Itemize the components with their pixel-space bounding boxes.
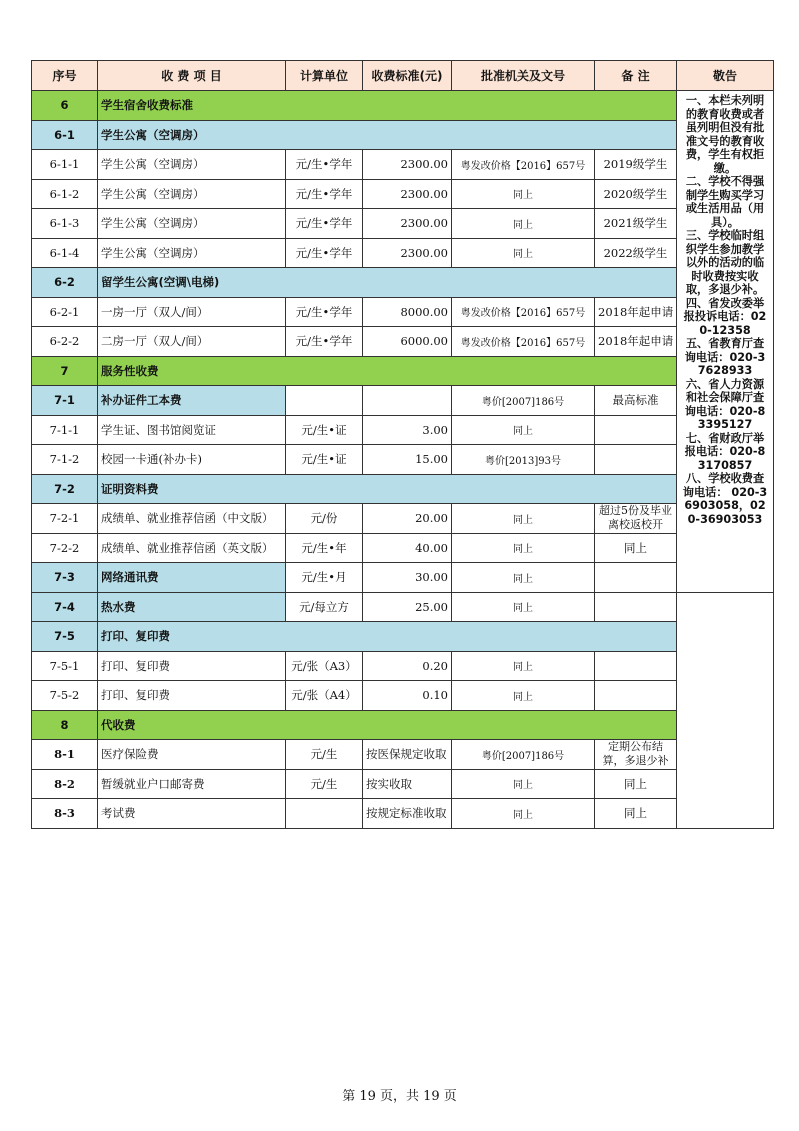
table-body <box>32 91 774 829</box>
table-row <box>32 327 774 357</box>
table-row <box>32 769 774 799</box>
header-fee: 收费标准(元) <box>363 61 452 91</box>
remark-cell: 最高标准 <box>595 386 677 416</box>
row-number: 8 <box>32 710 98 740</box>
fee-cell: 3.00 <box>363 415 452 445</box>
item-cell: 学生证、图书馆阅览证 <box>98 415 286 445</box>
table-row <box>32 740 774 770</box>
approval-cell: 同上 <box>452 415 595 445</box>
remark-cell: 定期公布结算，多退少补 <box>595 740 677 770</box>
fee-cell: 15.00 <box>363 445 452 475</box>
unit-cell: 元/生•学年 <box>286 327 363 357</box>
row-number: 6 <box>32 91 98 121</box>
row-number: 6-1-3 <box>32 209 98 239</box>
row-number: 8-3 <box>32 799 98 829</box>
notice-empty-cell <box>677 592 774 828</box>
fee-cell <box>363 386 452 416</box>
table-row <box>32 386 774 416</box>
row-number: 6-2-1 <box>32 297 98 327</box>
table-row <box>32 651 774 681</box>
fee-cell: 0.10 <box>363 681 452 711</box>
fee-cell: 8000.00 <box>363 297 452 327</box>
approval-cell: 同上 <box>452 238 595 268</box>
unit-cell: 元/生•证 <box>286 415 363 445</box>
section-title: 网络通讯费 <box>98 563 286 593</box>
row-number: 6-1-2 <box>32 179 98 209</box>
table-row <box>32 297 774 327</box>
notice-line: 八、学校收费查询电话： 020-36903058，020-36903053 <box>682 472 768 526</box>
approval-cell: 同上 <box>452 651 595 681</box>
item-cell: 成绩单、就业推荐信函（英文版） <box>98 533 286 563</box>
row-number: 7-4 <box>32 592 98 622</box>
header-no: 序号 <box>32 61 98 91</box>
remark-cell: 同上 <box>595 533 677 563</box>
unit-cell: 元/每立方 <box>286 592 363 622</box>
approval-cell: 粤价[2013]93号 <box>452 445 595 475</box>
fee-cell: 30.00 <box>363 563 452 593</box>
page-footer: 第 19 页，共 19 页 <box>342 1089 457 1104</box>
notice-line: 七、省财政厅举报电话：020-83170857 <box>684 431 766 472</box>
item-cell: 学生公寓（空调房） <box>98 150 286 180</box>
table-row <box>32 622 774 652</box>
remark-cell: 2021级学生 <box>595 209 677 239</box>
table-row <box>32 799 774 829</box>
approval-cell: 同上 <box>452 799 595 829</box>
table-row <box>32 563 774 593</box>
item-cell: 学生公寓（空调房） <box>98 238 286 268</box>
table-row <box>32 91 774 121</box>
notice-line: 三、学校临时组织学生参加教学以外的活动的临时收费按实收取，多退少补。 <box>685 229 765 296</box>
fee-cell: 按医保规定收取 <box>363 740 452 770</box>
item-cell: 暂缓就业户口邮寄费 <box>98 769 286 799</box>
row-number: 7-5-2 <box>32 681 98 711</box>
notice-line: 二、学校不得强制学生购买学习或生活用品（用具）。 <box>685 175 765 229</box>
fee-cell: 6000.00 <box>363 327 452 357</box>
section-title: 学生公寓（空调房） <box>98 120 677 150</box>
fee-cell: 2300.00 <box>363 238 452 268</box>
item-cell: 打印、复印费 <box>98 681 286 711</box>
unit-cell: 元/生•学年 <box>286 150 363 180</box>
approval-cell: 同上 <box>452 592 595 622</box>
unit-cell: 元/生 <box>286 740 363 770</box>
header-remark: 备 注 <box>595 61 677 91</box>
header-notice: 敬告 <box>677 61 774 91</box>
header-approval: 批准机关及文号 <box>452 61 595 91</box>
unit-cell: 元/生•年 <box>286 533 363 563</box>
table-row <box>32 415 774 445</box>
row-number: 6-1-1 <box>32 150 98 180</box>
fee-cell: 2300.00 <box>363 209 452 239</box>
table-row <box>32 268 774 298</box>
unit-cell: 元/张（A4） <box>286 681 363 711</box>
fee-cell: 25.00 <box>363 592 452 622</box>
table-row <box>32 445 774 475</box>
section-title: 补办证件工本费 <box>98 386 286 416</box>
fee-cell: 2300.00 <box>363 150 452 180</box>
notice-box <box>677 91 774 593</box>
fee-cell: 20.00 <box>363 504 452 534</box>
table-row <box>32 209 774 239</box>
remark-cell: 同上 <box>595 799 677 829</box>
row-number: 6-2-2 <box>32 327 98 357</box>
item-cell: 二房一厅（双人/间） <box>98 327 286 357</box>
notice-line: 四、省发改委举报投诉电话：020-12358 <box>683 296 767 337</box>
item-cell: 医疗保险费 <box>98 740 286 770</box>
row-number: 7-2 <box>32 474 98 504</box>
table-row <box>32 533 774 563</box>
approval-cell: 同上 <box>452 563 595 593</box>
approval-cell: 同上 <box>452 179 595 209</box>
section-title: 留学生公寓(空调\电梯) <box>98 268 677 298</box>
row-number: 7-5 <box>32 622 98 652</box>
table-row <box>32 710 774 740</box>
remark-cell <box>595 592 677 622</box>
notice-line: 五、省教育厅查询电话：020-37628933 <box>684 337 766 377</box>
remark-cell: 超过5份及毕业离校返校开 <box>595 504 677 534</box>
table-row <box>32 681 774 711</box>
table-row <box>32 238 774 268</box>
section-title: 学生宿舍收费标准 <box>98 91 677 121</box>
table-row <box>32 150 774 180</box>
fee-cell: 按规定标准收取 <box>363 799 452 829</box>
approval-cell: 粤发改价格【2016】657号 <box>452 297 595 327</box>
item-cell: 一房一厅（双人/间） <box>98 297 286 327</box>
item-cell: 学生公寓（空调房） <box>98 179 286 209</box>
remark-cell: 2018年起申请 <box>595 297 677 327</box>
header-unit: 计算单位 <box>286 61 363 91</box>
remark-cell <box>595 563 677 593</box>
section-title: 打印、复印费 <box>98 622 677 652</box>
unit-cell <box>286 386 363 416</box>
notice-line: 一、本栏未列明的教育收费或者虽列明但没有批准文号的教育收费，学生有权拒缴。 <box>685 94 765 175</box>
row-number: 6-2 <box>32 268 98 298</box>
row-number: 8-2 <box>32 769 98 799</box>
unit-cell: 元/张（A3） <box>286 651 363 681</box>
row-number: 6-1 <box>32 120 98 150</box>
fee-cell: 40.00 <box>363 533 452 563</box>
item-cell: 校园一卡通(补办卡) <box>98 445 286 475</box>
header-item: 收 费 项 目 <box>98 61 286 91</box>
row-number: 7 <box>32 356 98 386</box>
approval-cell: 粤价[2007]186号 <box>452 740 595 770</box>
table-row <box>32 474 774 504</box>
unit-cell: 元/生•学年 <box>286 179 363 209</box>
row-number: 7-2-1 <box>32 504 98 534</box>
item-cell: 打印、复印费 <box>98 651 286 681</box>
remark-cell <box>595 445 677 475</box>
approval-cell: 粤发改价格【2016】657号 <box>452 327 595 357</box>
approval-cell: 同上 <box>452 681 595 711</box>
section-title: 代收费 <box>98 710 677 740</box>
row-number: 7-1 <box>32 386 98 416</box>
item-cell: 学生公寓（空调房） <box>98 209 286 239</box>
row-number: 7-1-2 <box>32 445 98 475</box>
unit-cell: 元/生•学年 <box>286 209 363 239</box>
section-title: 热水费 <box>98 592 286 622</box>
remark-cell: 2022级学生 <box>595 238 677 268</box>
item-cell: 成绩单、就业推荐信函（中文版） <box>98 504 286 534</box>
remark-cell <box>595 651 677 681</box>
unit-cell: 元/生 <box>286 769 363 799</box>
table-row <box>32 592 774 622</box>
unit-cell: 元/生•学年 <box>286 297 363 327</box>
approval-cell: 同上 <box>452 209 595 239</box>
table-row <box>32 179 774 209</box>
row-number: 8-1 <box>32 740 98 770</box>
table-header <box>32 61 774 91</box>
remark-cell: 2019级学生 <box>595 150 677 180</box>
fee-cell: 2300.00 <box>363 179 452 209</box>
unit-cell: 元/生•学年 <box>286 238 363 268</box>
remark-cell: 2020级学生 <box>595 179 677 209</box>
unit-cell <box>286 799 363 829</box>
fee-cell: 0.20 <box>363 651 452 681</box>
notice-line: 六、省人力资源和社会保障厅查询电话：020-83395127 <box>684 377 766 431</box>
row-number: 7-1-1 <box>32 415 98 445</box>
row-number: 7-2-2 <box>32 533 98 563</box>
section-title: 服务性收费 <box>98 356 677 386</box>
row-number: 7-5-1 <box>32 651 98 681</box>
remark-cell: 同上 <box>595 769 677 799</box>
unit-cell: 元/生•证 <box>286 445 363 475</box>
remark-cell <box>595 415 677 445</box>
approval-cell: 同上 <box>452 504 595 534</box>
remark-cell <box>595 681 677 711</box>
row-number: 7-3 <box>32 563 98 593</box>
table-row <box>32 356 774 386</box>
approval-cell: 同上 <box>452 769 595 799</box>
approval-cell: 粤发改价格【2016】657号 <box>452 150 595 180</box>
unit-cell: 元/份 <box>286 504 363 534</box>
table-row <box>32 504 774 534</box>
fee-table <box>31 60 774 829</box>
fee-cell: 按实收取 <box>363 769 452 799</box>
item-cell: 考试费 <box>98 799 286 829</box>
section-title: 证明资料费 <box>98 474 677 504</box>
table-row <box>32 120 774 150</box>
remark-cell: 2018年起申请 <box>595 327 677 357</box>
row-number: 6-1-4 <box>32 238 98 268</box>
unit-cell: 元/生•月 <box>286 563 363 593</box>
approval-cell: 粤价[2007]186号 <box>452 386 595 416</box>
approval-cell: 同上 <box>452 533 595 563</box>
